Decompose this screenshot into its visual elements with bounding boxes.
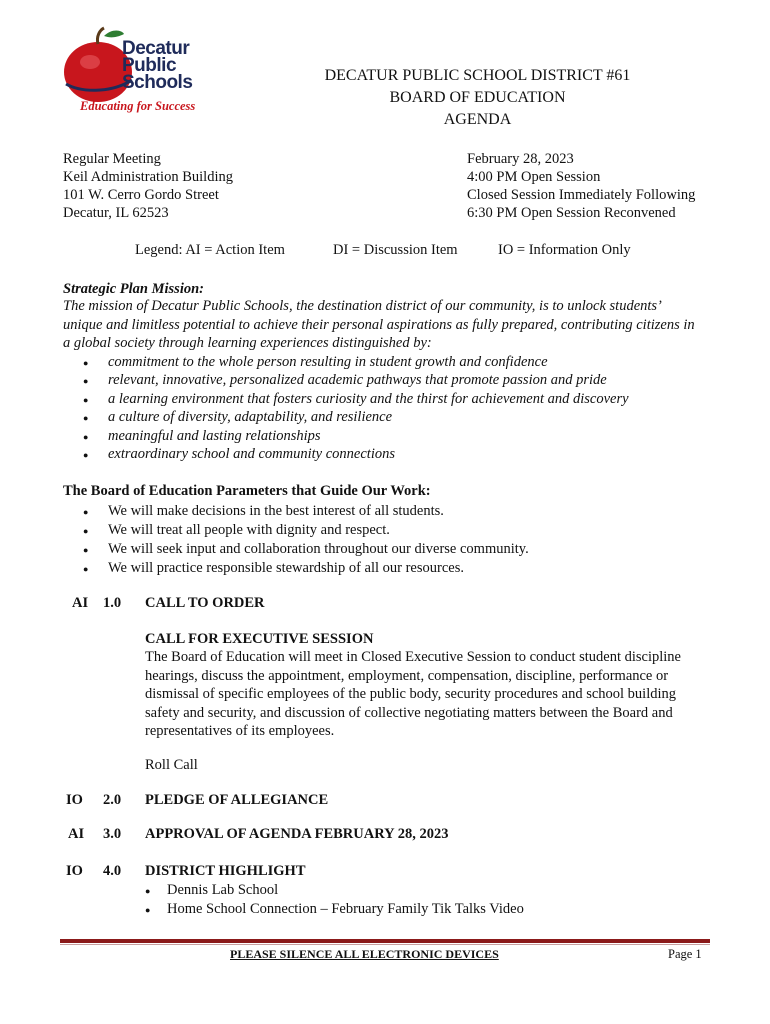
item-2-title: PLEDGE OF ALLEGIANCE (145, 792, 329, 808)
mission-text: The mission of Decatur Public Schools, the destination district of our community, is to unlock students’ unique and limitless potential to achieve their personal aspirations as fully prepared, contributing citizens in a global society through learning experiences distinguished by: (63, 298, 695, 351)
list-item: ● a learning environment that fosters curiosity and the thirst for achievement and discovery (63, 390, 703, 409)
meeting-type: Regular Meeting (63, 151, 161, 167)
list-item: ● a culture of diversity, adaptability, and resilience (63, 408, 703, 427)
meeting-street: 101 W. Cerro Gordo Street (63, 187, 219, 203)
list-item: ● extraordinary school and community connections (63, 445, 703, 464)
params-section (63, 502, 703, 578)
agenda-title: AGENDA (443, 111, 512, 128)
list-item: ● commitment to the whole person resulting in student growth and confidence (63, 353, 703, 372)
logo-tagline: Educating for Success (80, 99, 196, 113)
board-title: BOARD OF EDUCATION (389, 89, 566, 106)
logo-line-3: Schools (122, 72, 193, 93)
meeting-building: Keil Administration Building (63, 169, 233, 185)
item-3-code: AI (68, 826, 85, 842)
logo-line-2: Public (122, 55, 177, 76)
footer-divider (60, 939, 710, 943)
item-3-number: 3.0 (103, 826, 122, 842)
item-4-code: IO (66, 863, 83, 879)
legend-io: IO = Information Only (498, 242, 631, 258)
list-item: ● We will treat all people with dignity and respect. (63, 521, 703, 540)
meeting-location (63, 150, 233, 222)
district-title: DECATUR PUBLIC SCHOOL DISTRICT #61 (324, 67, 631, 84)
page-number: Page 1 (668, 947, 702, 961)
roll-call: Roll Call (145, 757, 198, 773)
item-1-code: AI (72, 595, 89, 611)
district-logo (60, 22, 205, 122)
footer-divider-thin (60, 944, 710, 945)
item-2-code: IO (66, 792, 83, 808)
params-title: The Board of Education Parameters that Guide Our Work: (63, 483, 431, 499)
item-2-number: 2.0 (103, 792, 122, 808)
params-list (63, 502, 703, 578)
footer-notice: PLEASE SILENCE ALL ELECTRONIC DEVICES (230, 947, 499, 961)
list-item: ● relevant, innovative, personalized academic pathways that promote passion and pride (63, 371, 703, 390)
item-4-list (145, 881, 705, 919)
mission-section (63, 297, 703, 464)
item-3-title: APPROVAL OF AGENDA FEBRUARY 28, 2023 (145, 826, 449, 842)
legend-ai: Legend: AI = Action Item (135, 242, 285, 258)
item-4-title: DISTRICT HIGHLIGHT (145, 863, 306, 879)
meeting-reconvene: 6:30 PM Open Session Reconvened (467, 205, 676, 221)
legend-di: DI = Discussion Item (333, 242, 458, 258)
item-1-title: CALL TO ORDER (145, 595, 265, 611)
list-item: ● We will seek input and collaboration throughout our diverse community. (63, 540, 703, 559)
meeting-city: Decatur, IL 62523 (63, 205, 169, 221)
meeting-open-time: 4:00 PM Open Session (467, 169, 601, 185)
meeting-date: February 28, 2023 (467, 151, 574, 167)
executive-session-text: The Board of Education will meet in Closed Executive Session to conduct student discipline hearings, discuss the appointment, employment, compensation, discipline, performance or dismissal of specific employees of the public body, security procedures and school building safety and security, and discussion of collective negotiating matters between the Board and representatives of its employees. (145, 649, 681, 739)
item-1-number: 1.0 (103, 595, 122, 611)
item-4-number: 4.0 (103, 863, 122, 879)
list-item: ● Dennis Lab School (145, 881, 705, 900)
list-item: ● meaningful and lasting relationships (63, 427, 703, 446)
list-item: ● We will make decisions in the best interest of all students. (63, 502, 703, 521)
list-item: ● We will practice responsible stewardship of all our resources. (63, 559, 703, 578)
executive-session-title: CALL FOR EXECUTIVE SESSION (145, 631, 374, 647)
meeting-closed: Closed Session Immediately Following (467, 187, 696, 203)
meeting-schedule (467, 150, 695, 222)
logo-line-1: Decatur (122, 38, 190, 59)
mission-title: Strategic Plan Mission: (63, 281, 204, 297)
list-item: ● Home School Connection – February Family Tik Talks Video (145, 900, 705, 919)
mission-list (63, 353, 703, 464)
